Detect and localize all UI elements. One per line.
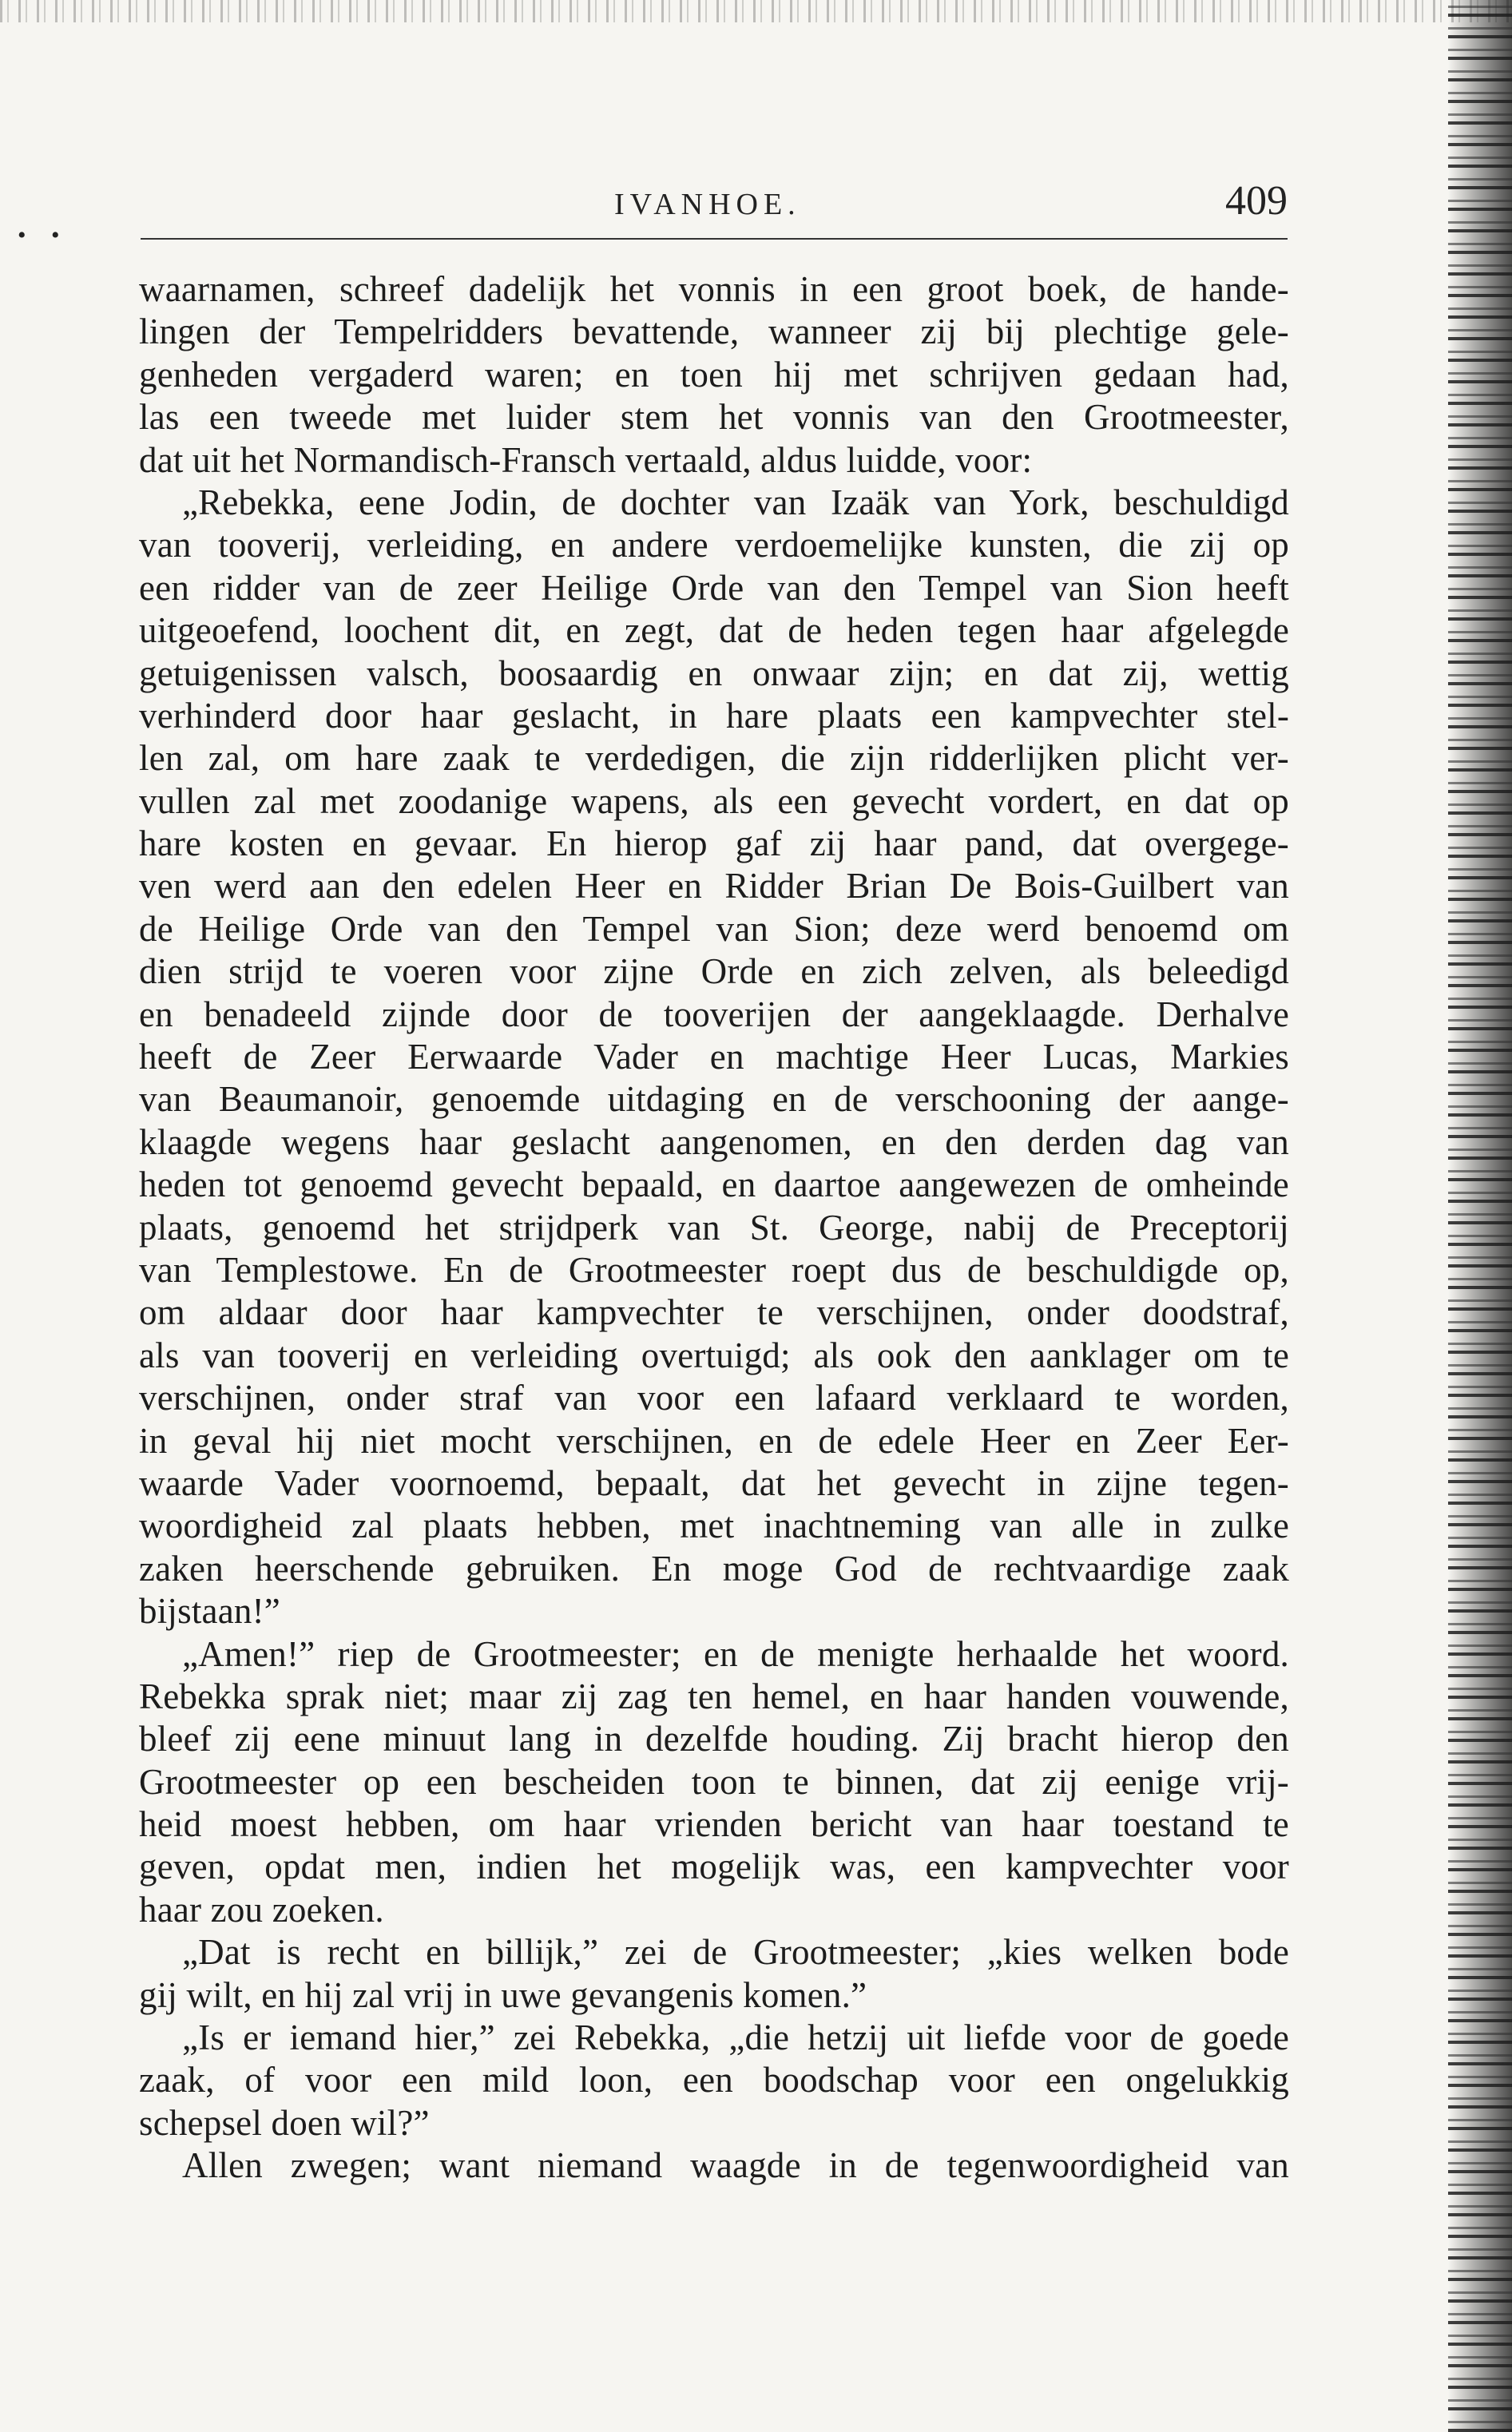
body-text <box>139 268 1289 2188</box>
scan-edge-top <box>0 0 1512 22</box>
scan-edge-right <box>1448 0 1512 2432</box>
text-line: waarde Vader voornoemd, bepaalt, dat het gevecht in zijne tegen- <box>139 1462 1289 1503</box>
header-rule <box>141 238 1288 240</box>
text-line: „Dat is recht en billijk,” zei de Grootmeester; „kies welken bode <box>182 1932 1289 1973</box>
text-line: genheden vergaderd waren; en toen hij met schrijven gedaan had, <box>139 354 1289 395</box>
text-line: heeft de Zeer Eerwaarde Vader en machtige Heer Lucas, Markies <box>139 1037 1289 1077</box>
page-number: 409 <box>1225 178 1288 224</box>
text-line: haar zou zoeken. <box>139 1889 384 1930</box>
text-line: heid moest hebben, om haar vrienden bericht van haar toestand te <box>139 1804 1289 1845</box>
text-line: klaagde wegens haar geslacht aangenomen, en den derden dag van <box>139 1121 1289 1162</box>
text-line: vullen zal met zoodanige wapens, als een gevecht vordert, en dat op <box>139 780 1289 821</box>
text-line: „Amen!” riep de Grootmeester; en de menigte herhaalde het woord. <box>182 1633 1289 1674</box>
text-line: van Templestowe. En de Grootmeester roept dus de beschuldigde op, <box>139 1249 1289 1290</box>
text-line: las een tweede met luider stem het vonnis van den Grootmeester, <box>139 397 1289 438</box>
page-header <box>141 177 1288 240</box>
text-line: om aldaar door haar kampvechter te verschijnen, onder doodstraf, <box>139 1292 1289 1333</box>
text-line: gij wilt, en hij zal vrij in uwe gevangenis komen.” <box>139 1974 867 2015</box>
text-line: uitgeoefend, loochent dit, en zegt, dat de heden tegen haar afgelegde <box>139 610 1289 651</box>
text-line: lingen der Tempelridders bevattende, wanneer zij bij plechtige gele- <box>139 311 1289 352</box>
text-line: ven werd aan den edelen Heer en Ridder Brian De Bois-Guilbert van <box>139 866 1289 907</box>
text-line: Grootmeester op een bescheiden toon te binnen, dat zij eenige vrij- <box>139 1761 1289 1802</box>
text-line: een ridder van de zeer Heilige Orde van den Tempel van Sion heeft <box>139 567 1289 608</box>
text-line: zaken heerschende gebruiken. En moge God de rechtvaardige zaak <box>139 1548 1289 1589</box>
text-line: Rebekka sprak niet; maar zij zag ten hemel, en haar handen vouwende, <box>139 1676 1289 1716</box>
text-line: in geval hij niet mocht verschijnen, en de edele Heer en Zeer Eer- <box>139 1420 1289 1461</box>
text-line: verhinderd door haar geslacht, in hare plaats een kampvechter stel- <box>139 695 1289 736</box>
text-line: waarnamen, schreef dadelijk het vonnis in een groot boek, de hande- <box>139 269 1289 309</box>
text-line: en benadeeld zijnde door de tooverijen der aangeklaagde. Derhalve <box>139 994 1289 1034</box>
margin-marks: • • <box>18 222 69 248</box>
text-line: „Rebekka, eene Jodin, de dochter van Izaäk van York, beschuldigd <box>182 482 1289 522</box>
text-line: van tooverij, verleiding, en andere verdoemelijke kunsten, die zij op <box>139 525 1289 565</box>
text-line: plaats, genoemd het strijdperk van St. George, nabij de Preceptorij <box>139 1207 1289 1248</box>
text-line: getuigenissen valsch, boosaardig en onwaar zijn; en dat zij, wettig <box>139 653 1289 693</box>
text-line: van Beaumanoir, genoemde uitdaging en de verschooning der aange- <box>139 1079 1289 1120</box>
text-line: bijstaan!” <box>139 1591 280 1632</box>
text-line: hare kosten en gevaar. En hierop gaf zij haar pand, dat overgege- <box>139 823 1289 864</box>
text-line: de Heilige Orde van den Tempel van Sion; deze werd benoemd om <box>139 908 1289 949</box>
text-line: bleef zij eene minuut lang in dezelfde houding. Zij bracht hierop den <box>139 1719 1289 1760</box>
text-line: „Is er iemand hier,” zei Rebekka, „die hetzij uit liefde voor de goede <box>182 2017 1289 2058</box>
text-line: Allen zwegen; want niemand waagde in de tegenwoordigheid van <box>182 2145 1289 2186</box>
text-line: als van tooverij en verleiding overtuigd; als ook den aanklager om te <box>139 1335 1289 1375</box>
text-line: verschijnen, onder straf van voor een lafaard verklaard te worden, <box>139 1378 1289 1418</box>
text-line: heden tot genoemd gevecht bepaald, en daartoe aangewezen de omheinde <box>139 1164 1289 1205</box>
running-title: IVANHOE. <box>614 188 801 221</box>
text-line: zaak, of voor een mild loon, een boodschap voor een ongelukkig <box>139 2060 1289 2101</box>
text-line: dat uit het Normandisch-Fransch vertaald, aldus luidde, voor: <box>139 439 1033 480</box>
text-line: geven, opdat men, indien het mogelijk was, een kampvechter voor <box>139 1847 1289 1887</box>
text-line: woordigheid zal plaats hebben, met inachtneming van alle in zulke <box>139 1506 1289 1546</box>
text-line: schepsel doen wil?” <box>139 2102 430 2143</box>
text-line: dien strijd te voeren voor zijne Orde en zich zelven, als beleedigd <box>139 951 1289 992</box>
text-line: len zal, om hare zaak te verdedigen, die zijn ridderlijken plicht ver- <box>139 738 1289 779</box>
